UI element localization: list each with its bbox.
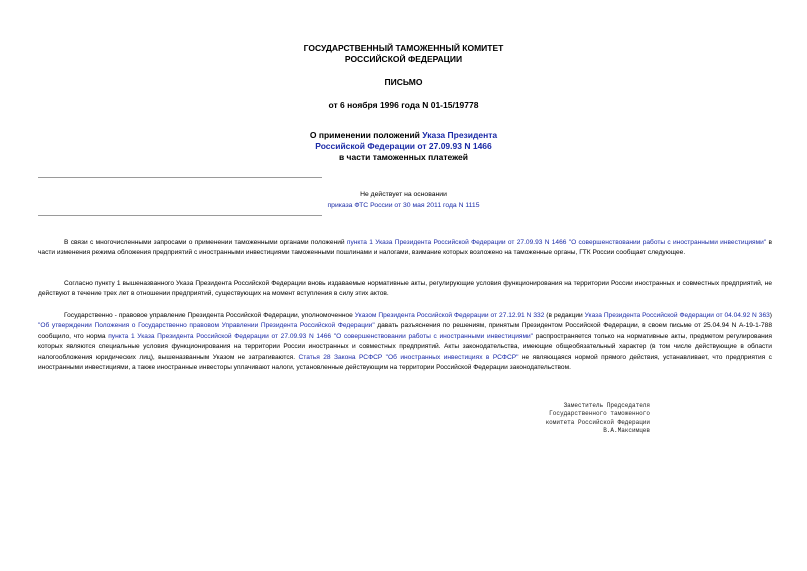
status-link-order[interactable]: приказа ФТС России от 30 мая 2011 года N 1115 — [327, 202, 480, 209]
signature-position-line1: Заместитель Председателя — [563, 402, 650, 409]
title-link-decree-date[interactable]: Российской Федерации от 27.09.93 N 1466 — [315, 141, 492, 151]
paragraph-3-text-c: ) — [769, 312, 772, 319]
paragraph-2 — [38, 279, 772, 300]
paragraph-3-text-a: Государственно - правовое управление Президента Российской Федерации, уполномоченное — [64, 312, 355, 319]
paragraph-3-text-f: не являющаяся нормой прямого действия, устанавливает, что предприятия с иностранными инвестициями, а также иностранные инвесторы уплачивают налоги, установленные действующим на территории Российской Федерации законодательством. — [38, 353, 772, 372]
paragraph-3-link-decree-332[interactable]: Указом Президента Российской Федерации от 27.12.91 N 332 — [354, 312, 545, 319]
paragraph-3 — [38, 311, 772, 373]
divider-top — [38, 177, 322, 178]
signature-block — [440, 402, 650, 436]
paragraph-2-text: Согласно пункту 1 вышеназванного Указа Президента Российской Федерации вновь издаваемые нормативные акты, регулирующие условия функционирования на территории России иностранных и совместных предприятий, не действуют в течение трех лет в отношении предприятий, существующих на момент вступления в силу этих актов. — [38, 280, 772, 298]
document-date-number: от 6 ноября 1996 года N 01-15/19778 — [328, 100, 479, 110]
divider-bottom — [38, 215, 322, 216]
paragraph-3-text-b: (в редакции — [544, 312, 585, 319]
paragraph-1 — [38, 238, 772, 259]
paragraph-3-text-e: распространяется только на нормативные акты, предметом регулирования которых являются специальные условия функционирования на территории России иностранных и совместных предприятий. Акты законодательства, имеющие общеобязательный характер (в том числе действующие в области налогообложения юридических лиц), вышеназванным Указом не затрагиваются. — [38, 332, 773, 361]
paragraph-3-link-decree-363[interactable]: Указа Президента Российской Федерации от 04.04.92 N 363 — [584, 312, 770, 319]
issuer-name-line1: ГОСУДАРСТВЕННЫЙ ТАМОЖЕННЫЙ КОМИТЕТ — [303, 43, 504, 53]
paragraph-3-link-article-28[interactable]: Статья 28 Закона РСФСР "Об иностранных инвестициях в РСФСР" — [298, 353, 519, 361]
paragraph-1-link-decree[interactable]: пункта 1 Указа Президента Российской Федерации от 27.09.93 N 1466 "О совершенствовании работы с иностранными инвестициями" — [346, 239, 767, 246]
document-type: ПИСЬМО — [384, 77, 423, 87]
title-link-decree[interactable]: Указа Президента — [422, 130, 498, 140]
title-prefix: О применении положений — [309, 130, 423, 140]
document-title-line1 — [0, 130, 807, 141]
signature-name: В.А.Максимцев — [603, 427, 650, 435]
status-note: Не действует на основании — [360, 191, 447, 198]
paragraph-3-link-regulation[interactable]: "Об утверждении Положения о Государственно правовом Управлении Президента Российской Федерации" — [38, 322, 375, 330]
paragraph-3-link-decree-1466[interactable]: пункта 1 Указа Президента Российской Федерации от 27.09.93 N 1466 "О совершенствовании работы с иностранными инвестициями" — [108, 332, 534, 340]
issuer-name-line2: РОССИЙСКОЙ ФЕДЕРАЦИИ — [344, 54, 463, 64]
document-title-line3: в части таможенных платежей — [338, 152, 469, 162]
paragraph-3-text-d: давать разъяснения по решениям, принятым Президентом Российской Федерации, в своем письме от 25.04.94 N А-19-1-788 сообщило, что норма — [38, 322, 772, 340]
signature-position-line3: комитета Российской Федерации — [545, 418, 650, 426]
paragraph-1-text-b: в части изменения режима обложения предприятий с иностранными инвестициями таможенными пошлинами и налогами, взимание которых возложено на таможенные органы, ГТК России сообщает следующее. — [38, 239, 772, 257]
signature-position-line2: Государственного таможенного — [549, 410, 650, 418]
paragraph-1-text-a: В связи с многочисленными запросами о применении таможенными органами положений — [64, 239, 347, 246]
